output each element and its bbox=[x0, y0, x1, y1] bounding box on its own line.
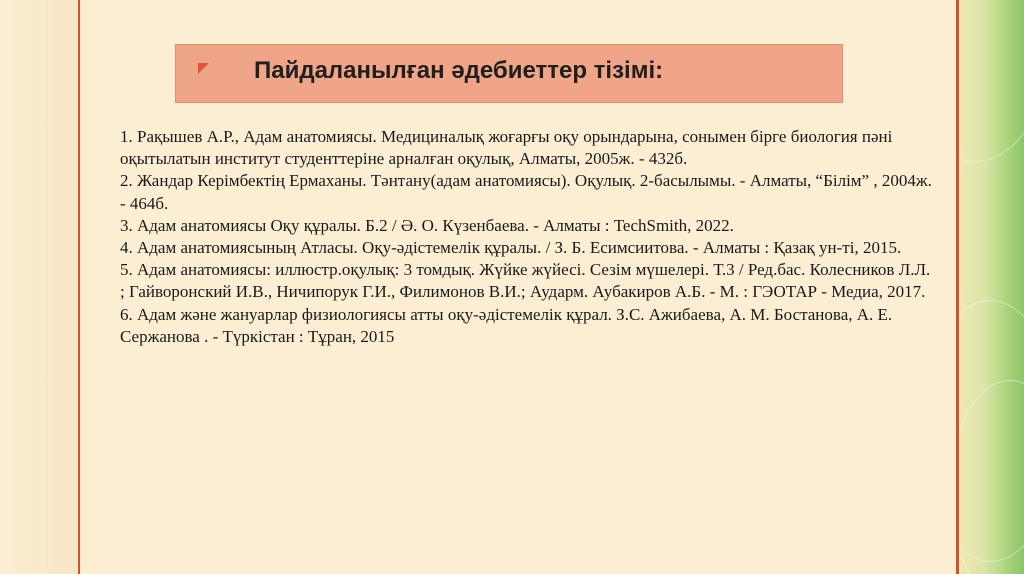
reference-item: 6. Адам және жануарлар физиологиясы атты оқу-әдістемелік құрал. З.С. Ажибаева, А. М. Бостанова, А. Е. Сержанова . - Түркістан : Тұран, 2015 bbox=[120, 304, 893, 346]
reference-item: 1. Рақышев А.Р., Адам анатомиясы. Медициналық жоғарғы оқу орындарына, сонымен бірге биология пәні оқытылатын институт студенттеріне арналған оқулық, Алматы, 2005ж. - 432б. bbox=[120, 127, 893, 169]
slide-title-box bbox=[175, 44, 843, 103]
decorative-side-panel bbox=[959, 0, 1024, 574]
reference-item: 3. Адам анатомиясы Оқу құралы. Б.2 / Ә. О. Күзенбаева. - Алматы : TechSmith, 2022. bbox=[120, 215, 734, 235]
decorative-arc bbox=[959, 380, 1024, 574]
reference-item: 4. Адам анатомиясының Атласы. Оқу-әдістемелік құралы. / З. Б. Есимсиитова. - Алматы : Қазақ ун-ті, 2015. bbox=[120, 238, 902, 258]
reference-item: 5. Адам анатомиясы: иллюстр.оқулық: 3 томдық. Жүйке жүйесі. Сезім мүшелері. Т.3 / Ред.бас. Колесников Л.Л. ; Гайворонский И.В., Ничипорук Г.И., Филимонов В.И.; Аударм. Аубакиров А.Б. - М. : ГЭОТАР - Медиа, 2017. bbox=[120, 260, 931, 302]
triangle-bullet-icon bbox=[198, 63, 209, 74]
reference-item: 2. Жандар Керімбектің Ермаханы. Тәнтану(адам анатомиясы). Оқулық. 2-басылымы. - Алматы, “Білім” , 2004ж. - 464б. bbox=[120, 171, 932, 213]
reference-list bbox=[120, 126, 935, 348]
slide-border-left bbox=[78, 0, 80, 574]
slide-margin-left bbox=[0, 0, 78, 574]
slide-title: Пайдаланылған әдебиеттер тізімі: bbox=[254, 57, 664, 84]
decorative-arc bbox=[959, 0, 1024, 162]
